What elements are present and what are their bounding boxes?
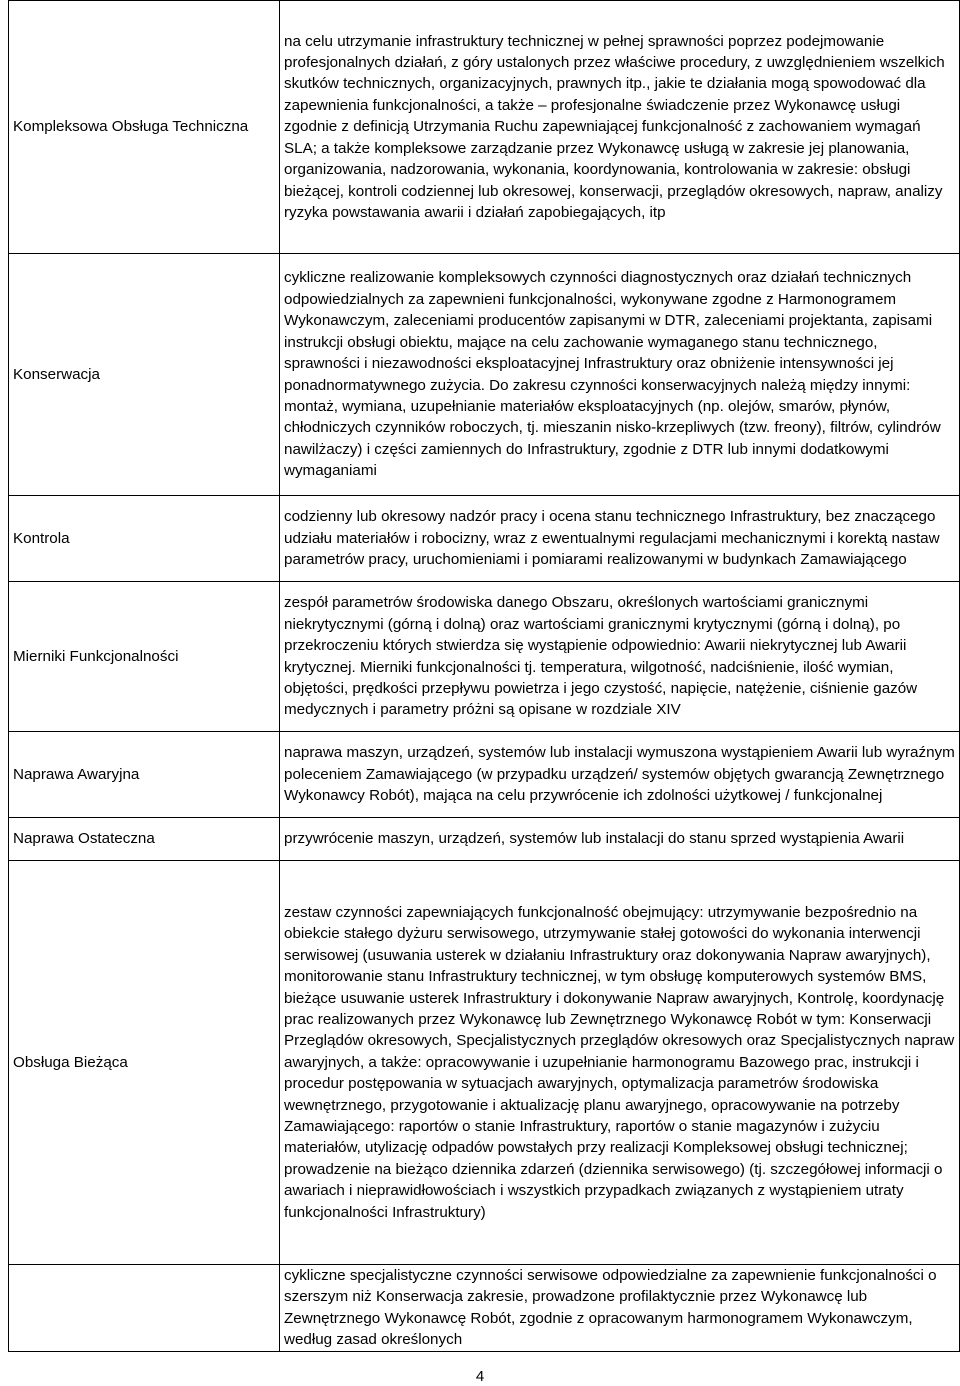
definitions-table: [8, 0, 960, 1352]
definition-row: [9, 1, 960, 254]
definition-cell: naprawa maszyn, urządzeń, systemów lub instalacji wymuszona wystąpieniem Awarii lub wyraźnym poleceniem Zamawiającego (w przypadku urządzeń/ systemów objętych gwarancją Zewnętrznego Wykonawcy Robót), mająca na celu przywrócenie ich zdolności użytkowej / funkcjonalnej: [280, 732, 960, 818]
page-number: 4: [475, 1368, 485, 1385]
definition-row: [9, 1265, 960, 1352]
term-cell: Konserwacja: [9, 254, 280, 496]
definition-row: [9, 254, 960, 496]
definition-row: [9, 861, 960, 1265]
term-cell: Mierniki Funkcjonalności: [9, 582, 280, 732]
definition-cell: codzienny lub okresowy nadzór pracy i ocena stanu technicznego Infrastruktury, bez znaczącego udziału materiałów i robocizny, wraz z ewentualnymi regulacjami mechanicznymi i korektą nastaw parametrów pracy, uruchomieniami i pomiarami realizowanymi w budynkach Zamawiającego: [280, 496, 960, 582]
definition-cell: zestaw czynności zapewniających funkcjonalność obejmujący: utrzymywanie bezpośrednio na obiekcie stałego dyżuru serwisowego, utrzymywanie stałej gotowości do wykonania interwencji serwisowej (usuwania usterek w działaniu Infrastruktury oraz dokonywania Napraw awaryjnych), monitorowanie stanu Infrastruktury technicznej, w tym obsługę komputerowych systemów BMS, bieżące usuwanie usterek Infrastruktury i dokonywanie Napraw awaryjnych, Kontrolę, koordynację prac realizowanych przez Wykonawcę lub Zewnętrznego Wykonawcę Robót w tym: Konserwacji Przeglądów okresowych, Specjalistycznych przeglądów okresowych oraz Specjalistycznych napraw awaryjnych, a także: opracowywanie i uzupełnianie harmonogramu Bazowego prac, instrukcji i procedur postępowania w sytuacjach awaryjnych, optymalizacja parametrów środowiska wewnętrznego, przygotowanie i aktualizację planu awaryjnego, opracowywanie na potrzeby Zamawiającego: raportów o stanie Infrastruktury, raportów o stanie magazynów i zużyciu materiałów, utylizację odpadów powstałych przy realizacji Kompleksowej obsługi technicznej; prowadzenie na bieżąco dziennika zdarzeń (dziennika serwisowego) (tj. szczegółowej informacji o awariach i nieprawidłowościach i wszystkich przypadkach związanych z wystąpieniem utraty funkcjonalności Infrastruktury): [280, 861, 960, 1265]
term-cell: Kompleksowa Obsługa Techniczna: [9, 1, 280, 254]
term-cell: Naprawa Ostateczna: [9, 818, 280, 861]
term-cell: Kontrola: [9, 496, 280, 582]
definition-cell: zespół parametrów środowiska danego Obszaru, określonych wartościami granicznymi niekrytycznymi (górną i dolną) oraz wartościami granicznymi krytycznymi (górną i dolną), po przekroczeniu których stwierdza się wystąpienie odpowiednio: Awarii niekrytycznej lub Awarii krytycznej. Mierniki funkcjonalności tj. temperatura, wilgotność, nadciśnienie, ilość wymian, objętości, prędkości przepływu powietrza i jego czystość, napięcie, natężenie, ciśnienie gazów medycznych i parametry próżni są opisane w rozdziale XIV: [280, 582, 960, 732]
definition-row: [9, 818, 960, 861]
term-cell: Obsługa Bieżąca: [9, 861, 280, 1265]
definition-cell: cykliczne specjalistyczne czynności serwisowe odpowiedzialne za zapewnienie funkcjonalności o szerszym niż Konserwacja zakresie, prowadzone profilaktycznie przez Wykonawcę lub Zewnętrznego Wykonawcę Robót, zgodnie z opracowanym harmonogramem Wykonawczym, według zasad określonych: [280, 1265, 960, 1352]
term-cell: Naprawa Awaryjna: [9, 732, 280, 818]
definition-cell: cykliczne realizowanie kompleksowych czynności diagnostycznych oraz działań technicznych odpowiedzialnych za zapewnieni funkcjonalności, wykonywane zgodne z Harmonogramem Wykonawczym, zaleceniami producentów zapisanymi w DTR, zaleceniami projektanta, zapisami instrukcji obsługi obiektu, mające na celu zachowanie wymaganego stanu technicznego, sprawności i niezawodności eksploatacyjnej Infrastruktury oraz obniżenie intensywności jej ponadnormatywnego zużycia. Do zakresu czynności konserwacyjnych należą między innymi: montaż, wymiana, uzupełnianie materiałów eksploatacyjnych (np. olejów, smarów, płynów, chłodniczych czynników roboczych, tj. mieszanin nisko-krzepliwych (tzw. freony), filtrów, cylindrów nawilżaczy) i części zamiennych do Infrastruktury, zgodnie z DTR lub innymi dodatkowymi wymaganiami: [280, 254, 960, 496]
document-page: [8, 0, 954, 1352]
definition-row: [9, 496, 960, 582]
definition-cell: przywrócenie maszyn, urządzeń, systemów lub instalacji do stanu sprzed wystąpienia Awarii: [280, 818, 960, 861]
term-cell: [9, 1265, 280, 1352]
definition-row: [9, 582, 960, 732]
definition-row: [9, 732, 960, 818]
definition-cell: na celu utrzymanie infrastruktury technicznej w pełnej sprawności poprzez podejmowanie profesjonalnych działań, z góry ustalonych przez właściwe procedury, z uwzględnieniem wszelkich skutków technicznych, organizacyjnych, prawnych itp., jakie te działania mogą spowodować dla zapewnienia funkcjonalności, a także – profesjonalne świadczenie przez Wykonawcę usługi zgodnie z definicją Utrzymania Ruchu zapewniającej funkcjonalność z zachowaniem wymagań SLA; a także kompleksowe zarządzanie przez Wykonawcę usługą w zakresie jej planowania, organizowania, nadzorowania, wykonania, koordynowania, kontrolowania w zakresie: obsługi bieżącej, kontroli codziennej lub okresowej, konserwacji, przeglądów okresowych, napraw, analizy ryzyka powstawania awarii i działań zapobiegających, itp: [280, 1, 960, 254]
